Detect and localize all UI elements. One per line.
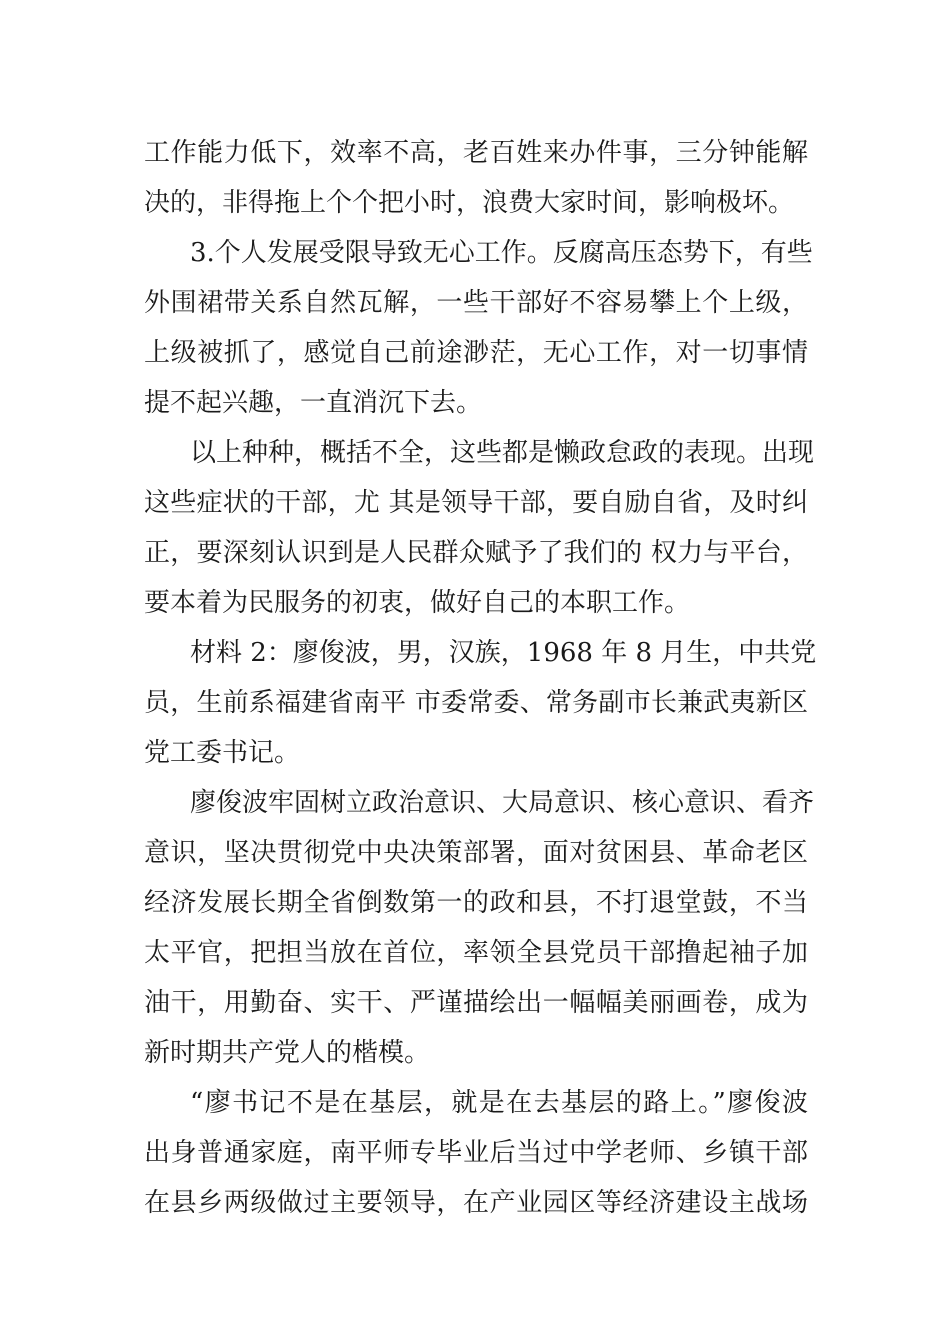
text-line: 油干，用勤奋、实干、严谨描绘出一幅幅美丽画卷，成为: [144, 988, 808, 1018]
text-line: 廖俊波牢固树立政治意识、大局意识、核心意识、看齐: [190, 788, 815, 818]
text-line: 工作能力低下，效率不高，老百姓来办件事，三分钟能解: [144, 138, 808, 168]
text-line: 员，生前系福建省南平 市委常委、常务副市长兼武夷新区: [144, 688, 808, 718]
text-line: 要本着为民服务的初衷，做好自己的本职工作。: [144, 588, 691, 618]
text-line: 决的，非得拖上个个把小时，浪费大家时间，影响极坏。: [144, 188, 795, 218]
text-line: 经济发展长期全省倒数第一的政和县，不打退堂鼓，不当: [144, 888, 808, 918]
paragraph-point-3: [144, 228, 813, 428]
document-body: [144, 128, 817, 1228]
text-line: 外围裙带关系自然瓦解，一些干部好不容易攀上个上级，: [144, 288, 808, 318]
paragraph-liao-grassroots: [144, 1078, 808, 1228]
paragraph-summary: [144, 428, 815, 628]
text-line: 新时期共产党人的楷模。: [144, 1038, 431, 1068]
text-line: 在县乡两级做过主要领导，在产业园区等经济建设主战场: [144, 1188, 808, 1218]
text-line: 提不起兴趣，一直消沉下去。: [144, 388, 483, 418]
text-line: 3.个人发展受限导致无心工作。反腐高压态势下，有些: [190, 238, 813, 268]
text-line: 意识，坚决贯彻党中央决策部署，面对贫困县、革命老区: [144, 838, 808, 868]
text-line: 材料 2：廖俊波，男，汉族，1968 年 8 月生，中共党: [190, 638, 817, 668]
text-line: 太平官，把担当放在首位，率领全县党员干部撸起袖子加: [144, 938, 808, 968]
paragraph-material-2: [144, 628, 817, 778]
text-line: 党工委书记。: [144, 738, 301, 768]
text-line: 出身普通家庭，南平师专毕业后当过中学老师、乡镇干部: [144, 1138, 808, 1168]
text-line: “廖书记不是在基层，就是在去基层的路上。”廖俊波: [190, 1088, 808, 1118]
text-line: 上级被抓了，感觉自己前途渺茫，无心工作，对一切事情: [144, 338, 808, 368]
paragraph-liao-political-awareness: [144, 778, 815, 1078]
text-line: 这些症状的干部，尤 其是领导干部，要自励自省，及时纠: [144, 488, 808, 518]
text-line: 正，要深刻认识到是人民群众赋予了我们的 权力与平台，: [144, 538, 808, 568]
text-line: 以上种种，概括不全，这些都是懒政怠政的表现。出现: [190, 438, 815, 468]
paragraph-lazy-governance-continued: [144, 128, 808, 228]
